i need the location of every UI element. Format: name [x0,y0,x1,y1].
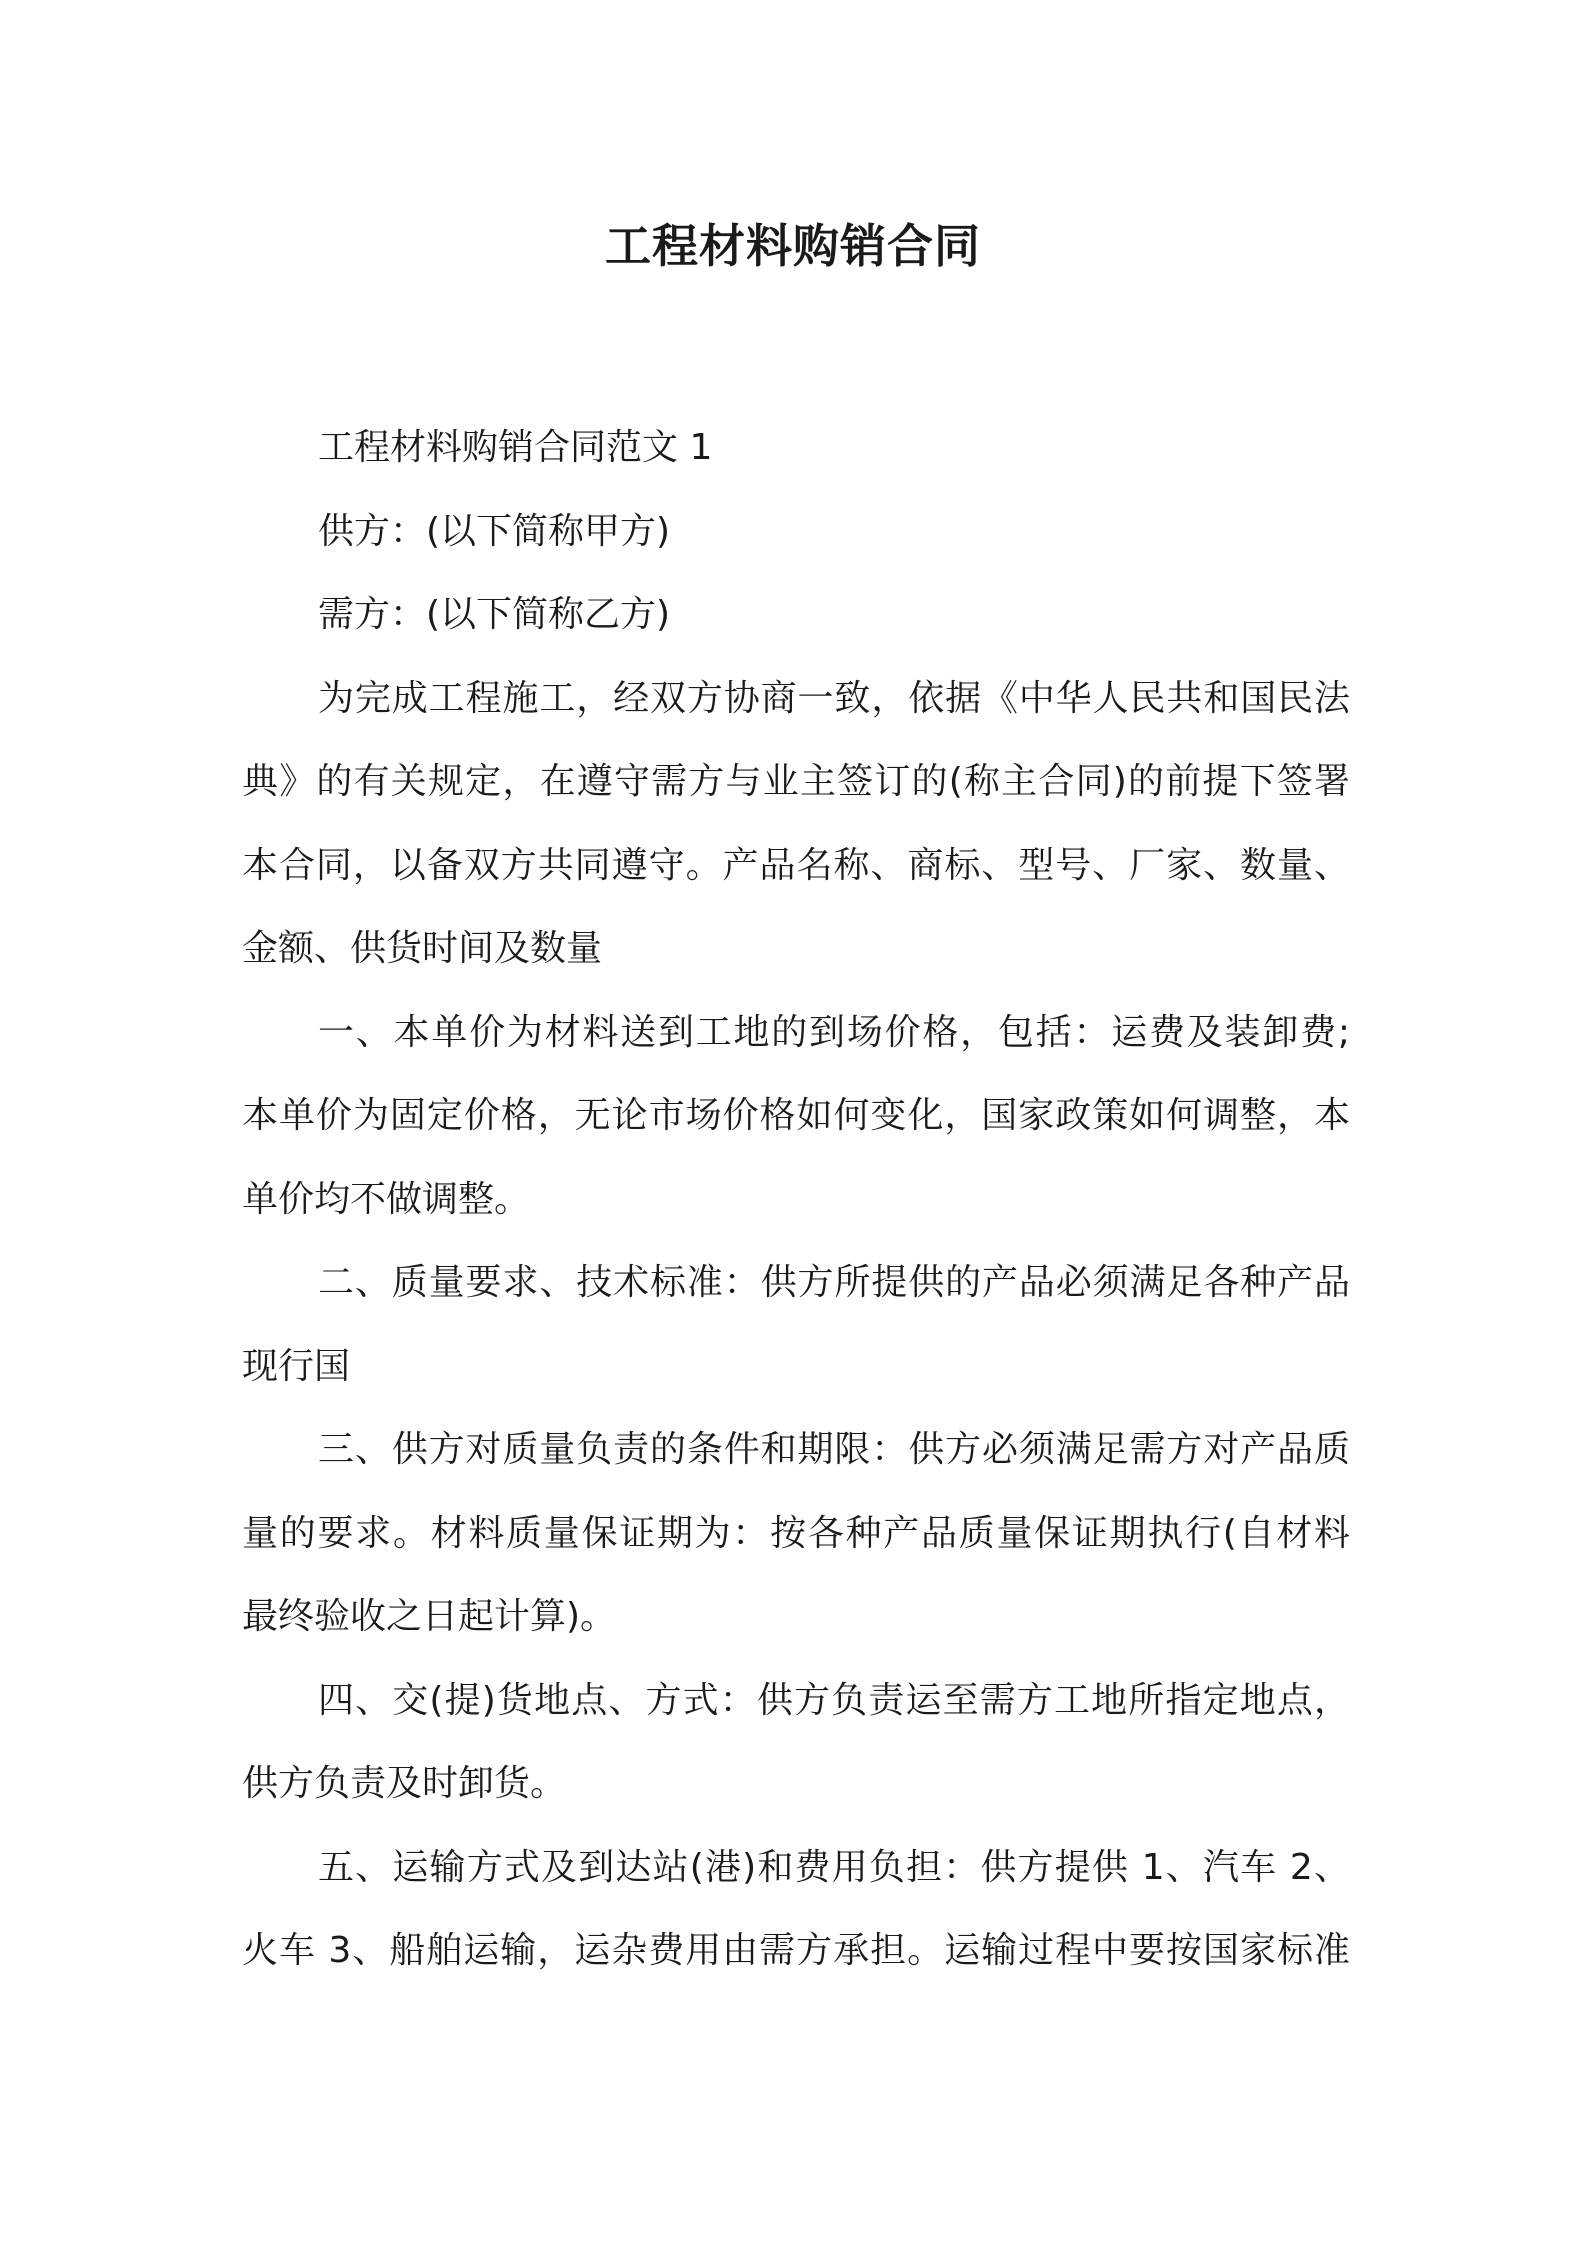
paragraph-line: 本合同，以备双方共同遵守。产品名称、商标、型号、厂家、数量、 [242,844,1350,886]
paragraph-line: 二、质量要求、技术标准：供方所提供的产品必须满足各种产品 [318,1262,1350,1303]
paragraph-line: 一、本单价为材料送到工地的到场价格，包括：运费及装卸费; [318,1011,1350,1053]
document-body [242,406,1350,1993]
paragraph-line: 三、供方对质量负责的条件和期限：供方必须满足需方对产品质 [318,1429,1350,1470]
paragraph-line: 五、运输方式及到达站(港)和费用负担：供方提供 1、汽车 2、 [318,1846,1350,1888]
paragraph-line: 供方：(以下简称甲方) [318,510,671,552]
paragraph-line: 典》的有关规定，在遵守需方与业主签订的(称主合同)的前提下签署 [242,761,1350,802]
paragraph-line: 本单价为固定价格，无论市场价格如何变化，国家政策如何调整，本 [242,1095,1350,1136]
paragraph-line: 量的要求。材料质量保证期为：按各种产品质量保证期执行(自材料 [242,1512,1350,1554]
paragraph-line: 火车 3、船舶运输，运杂费用由需方承担。运输过程中要按国家标准 [242,1930,1350,1971]
paragraph-line: 金额、供货时间及数量 [242,928,603,969]
paragraph-line: 供方负责及时卸货。 [242,1763,567,1804]
paragraph-line: 四、交(提)货地点、方式：供方负责运至需方工地所指定地点， [318,1679,1350,1721]
paragraph-line: 工程材料购销合同范文 1 [318,427,713,468]
paragraph-line: 现行国 [242,1345,351,1387]
paragraph-line: 需方：(以下简称乙方) [318,594,671,635]
document-title: 工程材料购销合同 [605,219,981,273]
paragraph-line: 最终验收之日起计算)。 [242,1596,617,1637]
paragraph-line: 为完成工程施工，经双方协商一致，依据《中华人民共和国民法 [318,677,1350,719]
paragraph-line: 单价均不做调整。 [242,1178,531,1220]
